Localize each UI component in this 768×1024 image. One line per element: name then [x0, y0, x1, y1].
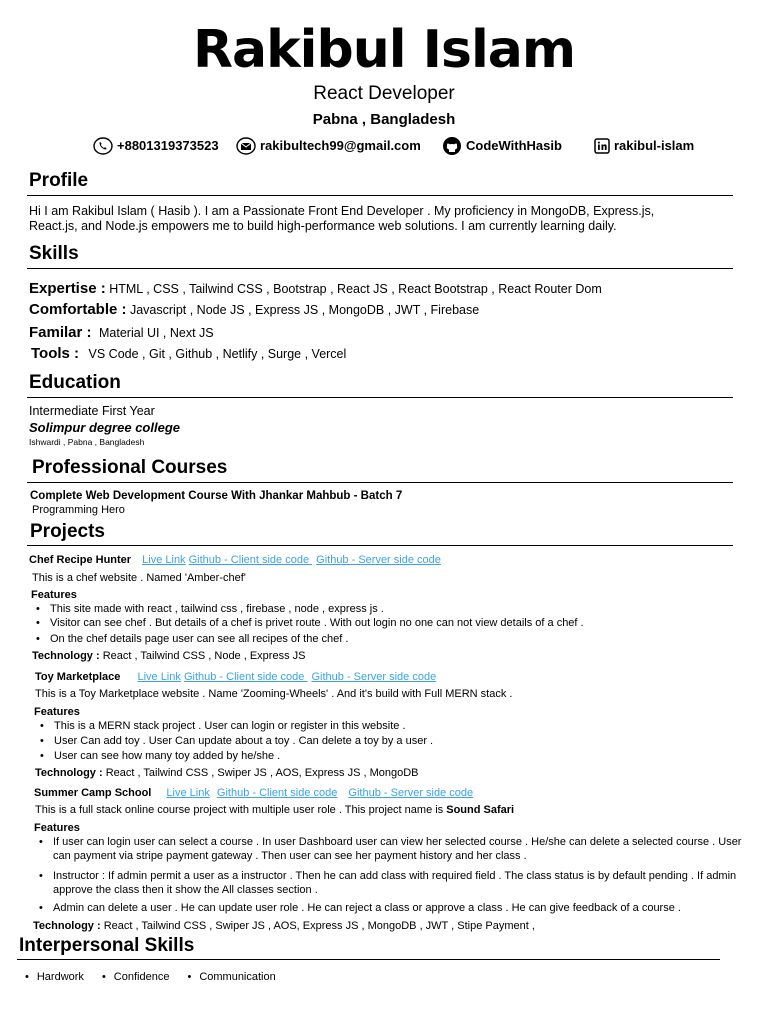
project-title-highlight: Sound Safari [446, 804, 515, 816]
job-role: React Developer [313, 83, 455, 104]
project-toy-marketplace [35, 670, 436, 684]
features-label: Features [34, 822, 80, 834]
technology-label: Technology : [35, 767, 103, 779]
skill-row-tools [31, 345, 346, 363]
education-heading: Education [29, 372, 121, 393]
skill-key: Expertise : [29, 280, 106, 297]
live-link[interactable]: Live Link [166, 787, 210, 799]
interpersonal-item: • Hardwork [25, 971, 84, 983]
email-icon [236, 137, 256, 155]
features-label: Features [31, 589, 77, 601]
description-text: This is a full stack online course project with multiple user role . This project name is [35, 804, 447, 816]
github-server-link[interactable]: Github - Server side code [316, 554, 441, 566]
live-link[interactable]: Live Link [137, 671, 181, 683]
education-divider [27, 397, 733, 398]
school-location: Ishwardi , Pabna , Bangladesh [29, 437, 145, 447]
phone-number: +8801319373523 [117, 138, 219, 153]
interpersonal-list [25, 970, 276, 984]
skill-value: Material UI , Next JS [99, 326, 214, 340]
skill-value: VS Code , Git , Github , Netlify , Surge , Vercel [88, 347, 347, 361]
project-name: Toy Marketplace [35, 671, 121, 683]
interpersonal-divider [17, 959, 720, 960]
interpersonal-item: • Confidence [101, 971, 170, 983]
technology-value: React , Tailwind CSS , Node , Express JS [102, 650, 306, 662]
feature-item: • On the chef details page user can see all recipes of the chef . [31, 632, 731, 646]
feature-item: • Visitor can see chef . But details of a chef is privet route . With out login no one can not view details of a chef . [31, 616, 731, 630]
profile-line-1: Hi I am Rakibul Islam ( Hasib ). I am a Passionate Front End Developer . My proficiency in MongoDB, Express.js, [29, 204, 655, 218]
skill-row-comfortable [29, 301, 479, 319]
profile-heading: Profile [29, 170, 89, 191]
interpersonal-heading: Interpersonal Skills [19, 935, 195, 956]
feature-list [31, 602, 731, 646]
github-server-link[interactable]: Github - Server side code [311, 671, 437, 683]
projects-divider [27, 545, 733, 546]
project-technology [33, 919, 535, 933]
live-link[interactable]: Live Link [142, 554, 186, 566]
profile-line-2: React.js, and Node.js empowers me to build high-performance web solutions. I am currently learning daily. [29, 219, 617, 233]
course-name: Complete Web Development Course With Jhankar Mahbub - Batch 7 [30, 490, 403, 502]
feature-item: • Instructor : If admin permit a user as a instructor . Then he can add class with required field . The class status is by default pending . If admin approve the class then it show the All classes section . [34, 869, 746, 897]
location: Pabna , Bangladesh [312, 111, 456, 128]
school-name: Solimpur degree college [29, 420, 180, 435]
github-contact[interactable] [442, 136, 562, 156]
skill-row-familiar [29, 324, 214, 342]
courses-heading: Professional Courses [32, 457, 228, 478]
feature-item: • User can see how many toy added by he/she . [35, 749, 735, 763]
github-client-link[interactable]: Github - Client side code [188, 554, 313, 566]
feature-item: • Admin can delete a user . He can update user role . He can reject a class or approve a class . He can give feedback of a course . [34, 901, 746, 915]
project-chef-recipe-hunter [29, 553, 441, 567]
projects-heading: Projects [30, 521, 105, 542]
linkedin-contact[interactable] [594, 136, 694, 156]
skill-key: Familar : [29, 324, 92, 341]
feature-item: • This is a MERN stack project . User can login or register in this website . [35, 719, 735, 733]
project-description [35, 803, 514, 817]
skill-key: Tools : [31, 345, 80, 362]
project-name: Summer Camp School [34, 787, 152, 799]
skill-value: Javascript , Node JS , Express JS , MongoDB , JWT , Firebase [129, 303, 480, 317]
phone-icon [93, 137, 113, 155]
feature-item: • This site made with react , tailwind css , firebase , node , express js . [31, 602, 731, 616]
feature-list [34, 835, 746, 915]
email-address: rakibultech99@gmail.com [260, 138, 421, 153]
skills-divider [27, 268, 733, 269]
courses-divider [27, 482, 733, 483]
technology-label: Technology : [33, 920, 101, 932]
project-technology [35, 766, 419, 780]
github-server-link[interactable]: Github - Server side code [348, 787, 474, 799]
phone-contact[interactable] [93, 136, 219, 156]
interpersonal-item: • Communication [187, 971, 276, 983]
github-icon [442, 136, 462, 156]
features-label: Features [34, 706, 80, 718]
feature-list [35, 719, 735, 763]
skill-row-expertise [29, 280, 602, 298]
email-contact[interactable] [236, 136, 421, 156]
github-client-link[interactable]: Github - Client side code [216, 787, 338, 799]
project-description: This is a Toy Marketplace website . Name 'Zooming-Wheels' . And it's build with Full MERN stack . [35, 688, 513, 700]
profile-divider [27, 195, 733, 196]
linkedin-username: rakibul-islam [614, 138, 695, 153]
project-summer-camp-school [34, 786, 473, 800]
feature-item: • If user can login user can select a course . In user Dashboard user can view her selected course . He/she can delete a selected course . User can payment via stripe payment gateway . Then user can see her payment history and her class . [34, 835, 746, 863]
technology-value: React , Tailwind CSS , Swiper JS , AOS, Express JS , MongoDB , JWT , Stipe Payment , [103, 920, 535, 932]
course-provider: Programming Hero [32, 504, 125, 516]
feature-item: • User Can add toy . User Can update about a toy . Can delete a toy by a user . [35, 734, 735, 748]
candidate-name: Rakibul Islam [192, 20, 576, 80]
skill-key: Comfortable : [29, 301, 127, 318]
technology-label: Technology : [32, 650, 100, 662]
project-technology [32, 649, 305, 663]
github-client-link[interactable]: Github - Client side code [183, 671, 308, 683]
linkedin-icon [594, 138, 610, 154]
skills-heading: Skills [29, 243, 79, 264]
technology-value: React , Tailwind CSS , Swiper JS , AOS, Express JS , MongoDB [105, 767, 419, 779]
project-name: Chef Recipe Hunter [29, 554, 132, 566]
project-description: This is a chef website . Named 'Amber-chef' [32, 572, 246, 584]
education-level: Intermediate First Year [29, 404, 155, 418]
github-username: CodeWithHasib [466, 138, 562, 153]
skill-value: HTML , CSS , Tailwind CSS , Bootstrap , React JS , React Bootstrap , React Router Dom [109, 282, 602, 296]
